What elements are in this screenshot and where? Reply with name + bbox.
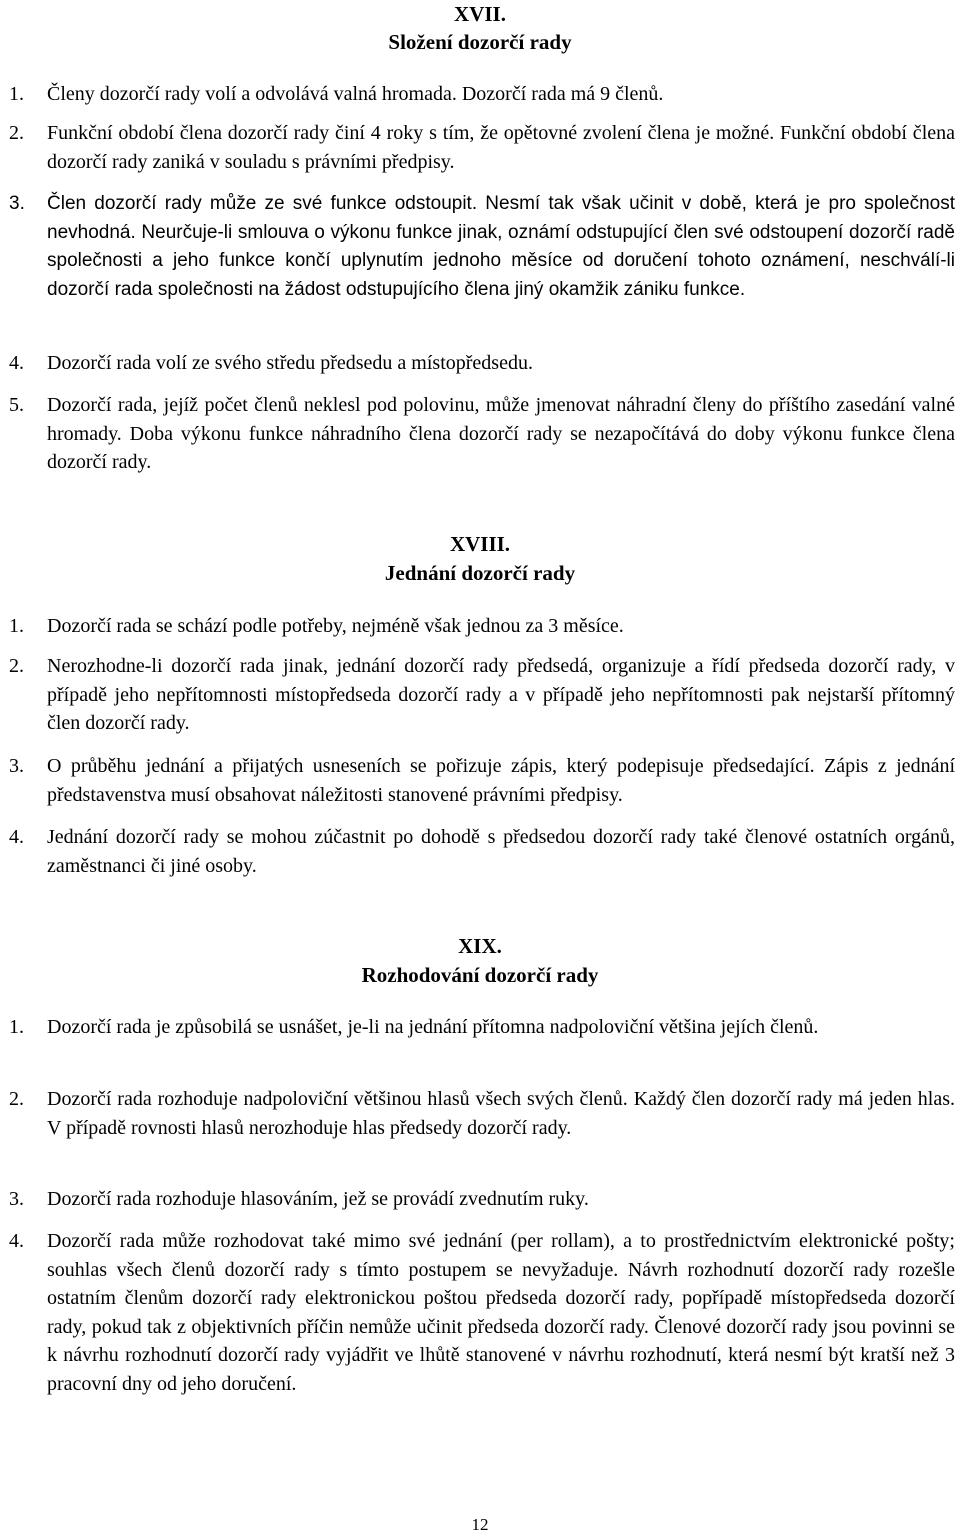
item-number: 4. (9, 1230, 24, 1252)
list-item (9, 652, 955, 738)
item-number: 5. (9, 394, 24, 416)
list-item (9, 190, 955, 304)
list-item (9, 80, 955, 109)
list-item (9, 752, 955, 809)
list-item (9, 823, 955, 880)
item-text: Členy dozorčí rady volí a odvolává valná hromada. Dozorčí rada má 9 členů. (47, 83, 664, 105)
item-number: 2. (9, 655, 24, 677)
item-number: 3. (9, 1188, 24, 1210)
section-number: XIX. (458, 934, 502, 958)
item-text: Dozorčí rada rozhoduje nadpoloviční většinou hlasů všech svých členů. Každý člen dozorčí rady má jeden hlas. V případě rovnosti hlasů nerozhoduje hlas předsedy dozorčí rady. (47, 1088, 955, 1139)
item-text: Funkční období člena dozorčí rady činí 4 roky s tím, že opětovné zvolení člena je možné. Funkční období člena dozorčí rady zaniká v souladu s právními předpisy. (47, 122, 955, 173)
item-text: Nerozhodne-li dozorčí rada jinak, jednání dozorčí rady předsedá, organizuje a řídí předseda dozorčí rady, v případě jeho nepřítomnosti místopředseda dozorčí rady a v případě jeho nepřítomnosti pak nejstarší přítomný člen dozorčí rady. (47, 655, 955, 734)
item-number: 2. (9, 1088, 24, 1110)
section-title: Jednání dozorčí rady (384, 561, 576, 585)
item-text-part: Neurčuje-li smlouva o výkonu funkce jinak, oznámí odstupující člen své odstoupení dozorčí radě společnosti a jeho funkce končí uplynutím jednoho měsíce od doručení tohoto oznámení, neschválí-li dozorčí rada společnosti na žádost odstupujícího člena jiný okamžik zániku funkce. (47, 221, 955, 300)
page-number: 12 (471, 1515, 489, 1534)
item-number: 1. (9, 1016, 24, 1038)
list-item (9, 612, 955, 641)
item-text: Dozorčí rada se schází podle potřeby, nejméně však jednou za 3 měsíce. (47, 615, 624, 637)
item-number: 2. (9, 122, 24, 144)
list-item (9, 1227, 955, 1398)
list-item (9, 391, 955, 477)
list-item (9, 1013, 955, 1042)
item-text: Jednání dozorčí rady se mohou zúčastnit po dohodě s předsedou dozorčí rady také členové ostatních orgánů, zaměstnanci či jiné osoby. (47, 826, 955, 877)
item-text: Dozorčí rada rozhoduje hlasováním, jež se provádí zvednutím ruky. (47, 1188, 589, 1210)
section-number: XVII. (454, 2, 506, 26)
list-item (9, 349, 955, 378)
section-number: XVIII. (449, 532, 511, 556)
item-text: Dozorčí rada volí ze svého středu předsedu a místopředsedu. (47, 352, 533, 374)
item-number: 3. (9, 755, 24, 777)
section-title: Složení dozorčí rady (388, 30, 572, 54)
item-text: Dozorčí rada může rozhodovat také mimo své jednání (per rollam), a to prostřednictvím elektronické pošty; souhlas všech členů dozorčí rady s tímto postupem se nevyžaduje. Návrh rozhodnutí dozorčí rady rozešle ostatním členům dozorčí rady elektronickou poštou předseda dozorčí rady, popřípadě místopředseda dozorčí rady, pokud tak z objektivních příčin nemůže učinit předseda dozorčí rady. Členové dozorčí rady jsou povinni se k návrhu rozhodnutí dozorčí rady vyjádřit ve lhůtě stanovené v návrhu rozhodnutí, která nesmí být kratší než 3 pracovní dny od jeho doručení. (47, 1230, 955, 1395)
list-item (9, 1185, 955, 1214)
item-number: 4. (9, 826, 24, 848)
list-item (9, 119, 955, 176)
item-text-part: Člen dozorčí rady může ze své funkce odstoupit. Nesmí tak však učinit v době, která je pro společnost nevhodná. (47, 193, 955, 243)
item-number: 1. (9, 83, 24, 105)
section-title: Rozhodování dozorčí rady (361, 963, 599, 987)
item-text: O průběhu jednání a přijatých usneseních se pořizuje zápis, který podepisuje předsedající. Zápis z jednání představenstva musí obsahovat náležitosti stanovené právními předpisy. (47, 755, 955, 806)
item-number: 1. (9, 615, 24, 637)
item-number: 3. (9, 193, 25, 214)
list-item (9, 1085, 955, 1142)
item-text: Dozorčí rada je způsobilá se usnášet, je-li na jednání přítomna nadpoloviční většina jejích členů. (47, 1016, 819, 1038)
item-text (47, 190, 955, 304)
item-text: Dozorčí rada, jejíž počet členů neklesl pod polovinu, může jmenovat náhradní členy do příštího zasedání valné hromady. Doba výkonu funkce náhradního člena dozorčí rady se nezapočítává do doby výkonu funkce člena dozorčí rady. (47, 394, 955, 473)
item-number: 4. (9, 352, 24, 374)
